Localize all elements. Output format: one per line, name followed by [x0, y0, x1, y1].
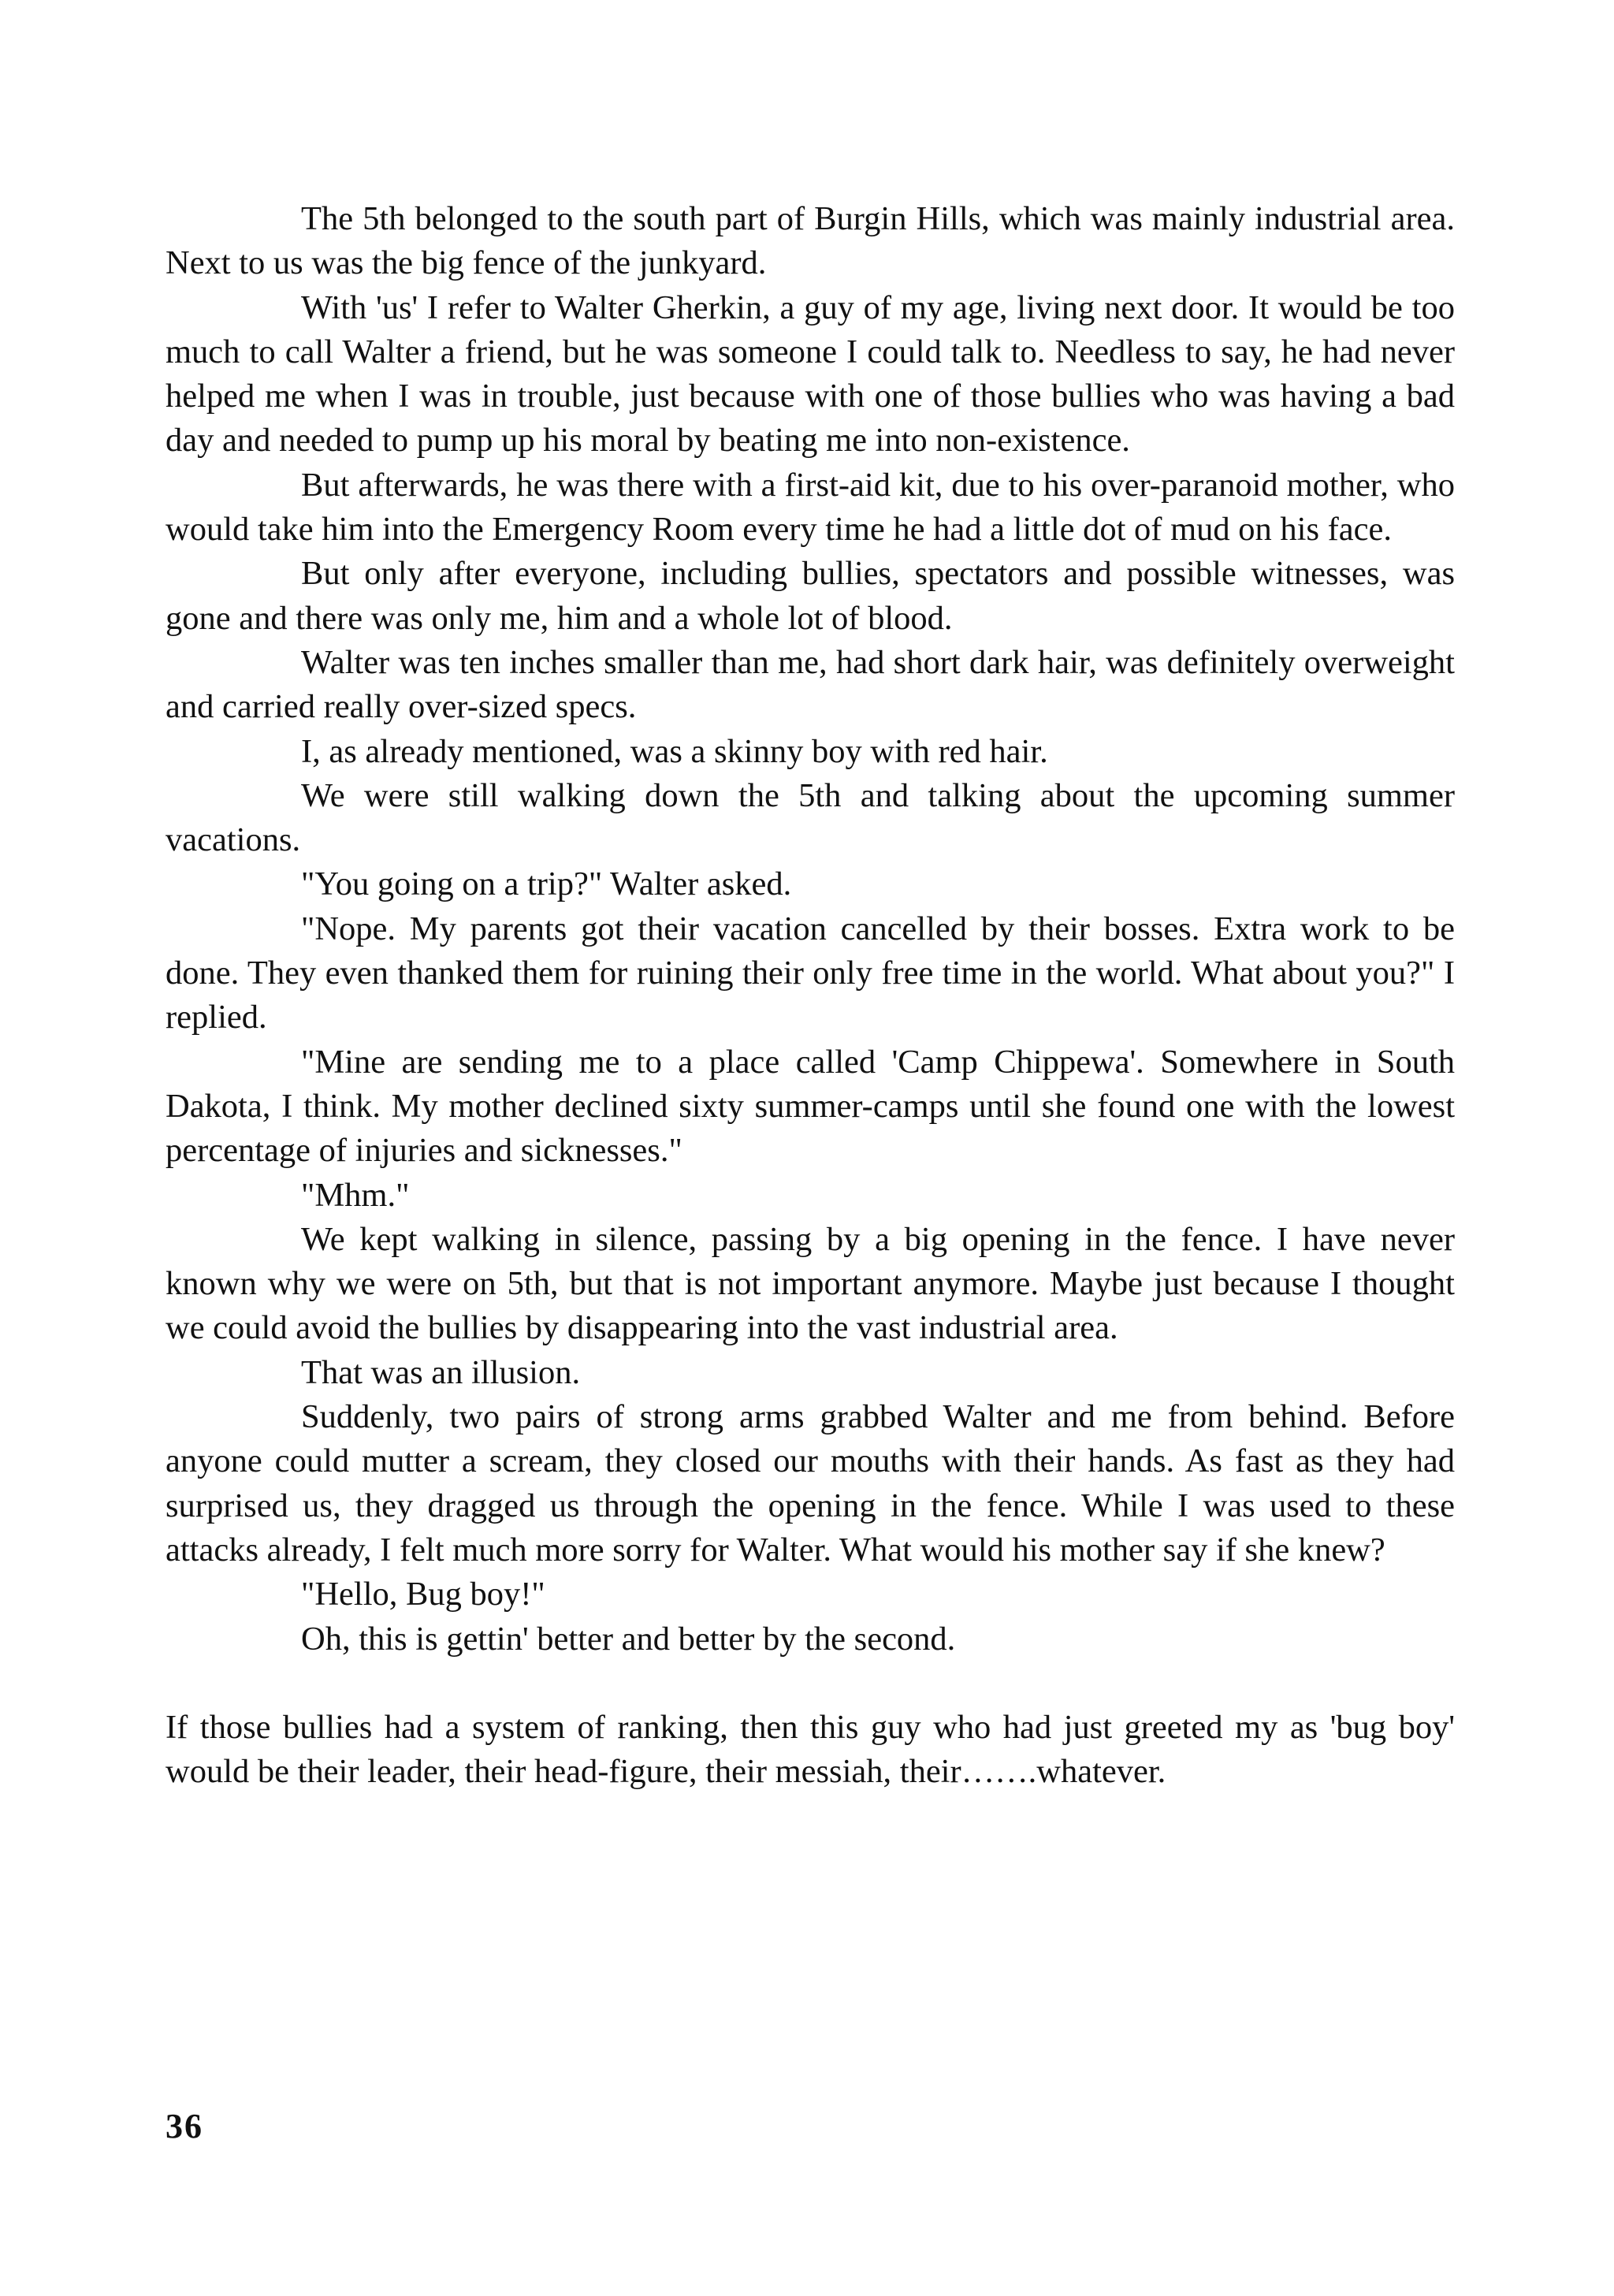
body-text — [165, 197, 1455, 1795]
paragraph-4: But only after everyone, including bullies, spectators and possible witnesses, was gone and there was only me, him and a whole lot of blood. — [165, 555, 1455, 637]
paragraph-14: Suddenly, two pairs of strong arms grabbed Walter and me from behind. Before anyone could mutter a scream, they closed our mouths with their hands. As fast as they had surprised us, they dragged us through the opening in the fence. While I was used to these attacks already, I felt much more sorry for Walter. What would his mother say if she knew? — [165, 1398, 1455, 1568]
paragraph-5: Walter was ten inches smaller than me, had short dark hair, was definitely overweight and carried really over-sized specs. — [165, 643, 1455, 726]
paragraph-8: "You going on a trip?" Walter asked. — [301, 865, 792, 903]
paragraph-16: Oh, this is gettin' better and better by the second. — [301, 1620, 956, 1658]
paragraph-15: "Hello, Bug boy!" — [301, 1576, 545, 1613]
paragraph-1: The 5th belonged to the south part of Burgin Hills, which was mainly industrial area. Next to us was the big fence of the junkyard. — [165, 200, 1455, 282]
paragraph-13: That was an illusion. — [301, 1353, 581, 1391]
paragraph-11: "Mhm." — [301, 1176, 410, 1214]
paragraph-3: But afterwards, he was there with a first-aid kit, due to his over-paranoid mother, who would take him into the Emergency Room every time he had a little dot of mud on his face. — [165, 466, 1455, 549]
paragraph-9: "Nope. My parents got their vacation cancelled by their bosses. Extra work to be done. They even thanked them for ruining their only free time in the world. What about you?" I replied. — [165, 910, 1455, 1036]
section-gap — [165, 1662, 1455, 1706]
final-paragraph: If those bullies had a system of ranking, then this guy who had just greeted my as 'bug boy' would be their leader, their head-figure, their messiah, their…….whatever. — [165, 1709, 1455, 1791]
paragraph-6: I, as already mentioned, was a skinny boy with red hair. — [301, 732, 1048, 770]
paragraph-2: With 'us' I refer to Walter Gherkin, a guy of my age, living next door. It would be too much to call Walter a friend, but he was someone I could talk to. Needless to say, he had never helped me when I was in trouble, just because with one of those bullies who was having a bad day and needed to pump up his moral by beating me into non-existence. — [165, 288, 1455, 460]
paragraph-7: We were still walking down the 5th and talking about the upcoming summer vacations. — [165, 776, 1455, 859]
page-number: 36 — [165, 2107, 203, 2145]
paragraph-12: We kept walking in silence, passing by a big opening in the fence. I have never known why we were on 5th, but that is not important anymore. Maybe just because I thought we could avoid the bullies by disappearing into the vast industrial area. — [165, 1220, 1455, 1347]
paragraph-10: "Mine are sending me to a place called 'Camp Chippewa'. Somewhere in South Dakota, I think. My mother declined sixty summer-camps until she found one with the lowest percentage of injuries and sicknesses." — [165, 1043, 1455, 1170]
